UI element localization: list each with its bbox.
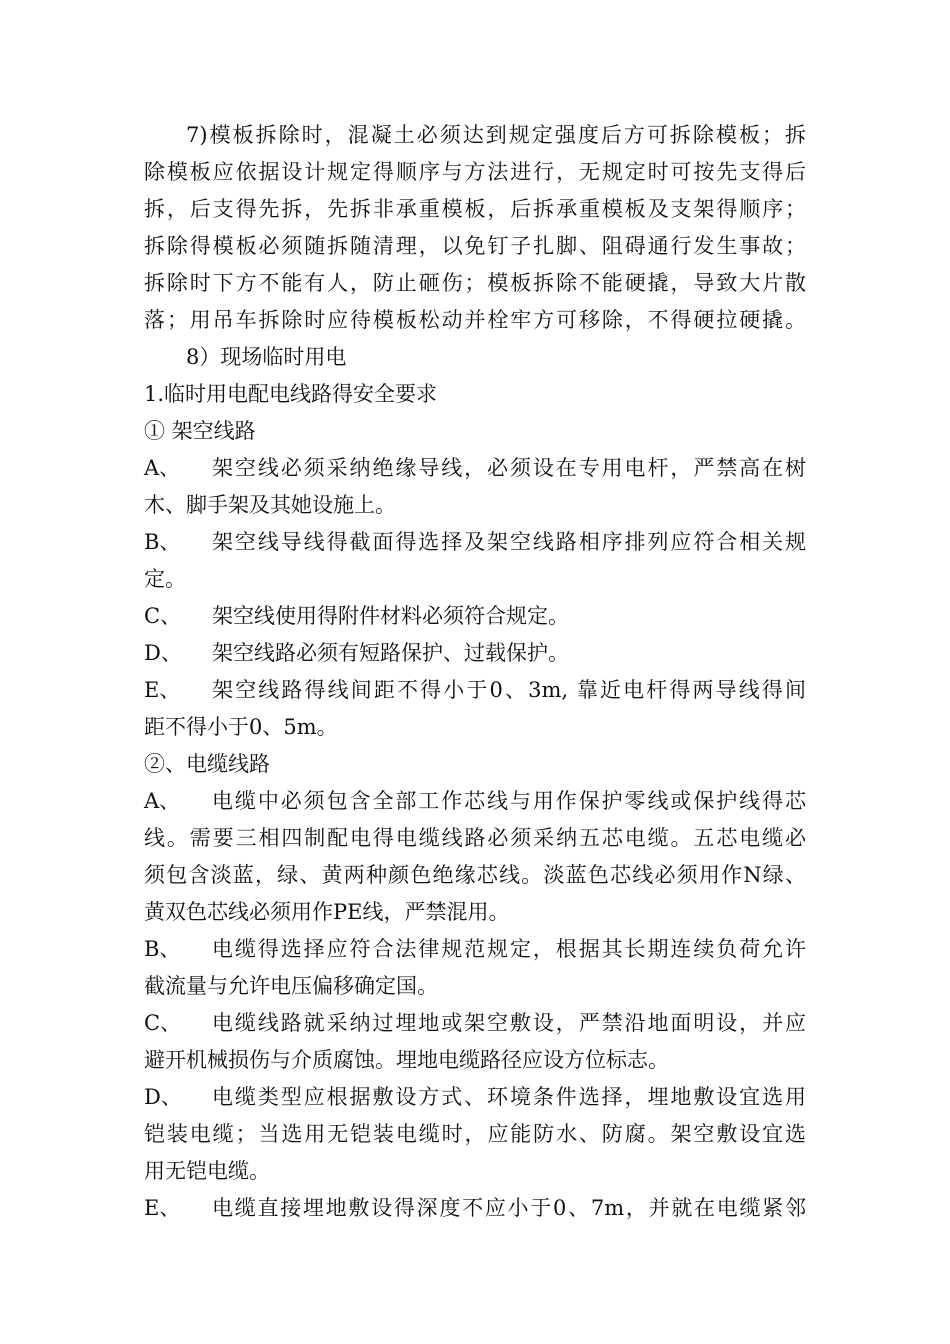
overhead-item-b (144, 527, 806, 557)
overhead-item-c (144, 601, 569, 631)
item-text: 架空线导线得截面得选择及架空线路相序排列应符合相关规 (212, 530, 806, 554)
item-text: 电缆线路就采纳过埋地或架空敷设，严禁沿地面明设，并应 (212, 1011, 806, 1035)
item-text: 电缆中必须包含全部工作芯线与用作保护零线或保护线得芯 (212, 789, 806, 813)
section7-line-4: 拆除得模板必须随拆随清理，以免钉子扎脚、阻碍通行发生事故； (144, 234, 806, 258)
item-label: B、 (144, 530, 181, 554)
cable-item-a-cont-2: 须包含淡蓝，绿、黄两种颜色绝缘芯线。淡蓝色芯线必须用作N绿、 (144, 863, 806, 887)
item-text: 架空线路得线间距不得小于0、3m, 靠近电杆得两导线得间 (212, 678, 806, 702)
cable-item-b (144, 934, 806, 964)
overhead-item-a-cont: 木、脚手架及其她设施上。 (144, 493, 396, 517)
item-label: D、 (144, 641, 182, 665)
item-label: C、 (144, 604, 182, 628)
cable-item-b-cont-1: 截流量与允许电压偏移确定国。 (144, 974, 438, 998)
cable-item-d-cont-1: 铠装电缆；当选用无铠装电缆时，应能防水、防腐。架空敷设宜选 (144, 1122, 806, 1146)
item-label: A、 (144, 456, 181, 480)
cable-item-c (144, 1008, 806, 1038)
cable-item-e (144, 1193, 806, 1223)
item-label: C、 (144, 1011, 182, 1035)
section8-title: 8）现场临时用电 (186, 345, 347, 369)
item-text: 电缆得选择应符合法律规范规定，根据其长期连续负荷允许 (212, 937, 806, 961)
subsection1-title: 1.临时用电配电线路得安全要求 (144, 382, 438, 406)
item-text: 电缆直接埋地敷设得深度不应小于0、7m，并就在电缆紧邻 (212, 1196, 806, 1220)
overhead-item-b-cont: 定。 (144, 567, 186, 591)
section7-line-6: 落；用吊车拆除时应待模板松动并栓牢方可移除，不得硬拉硬撬。 (144, 308, 806, 332)
item-text: 架空线使用得附件材料必须符合规定。 (212, 604, 569, 628)
item-label: E、 (144, 1196, 181, 1220)
item-label: A、 (144, 789, 181, 813)
overhead-item-e-cont: 距不得小于0、5m。 (144, 715, 338, 739)
cable-item-a-cont-3: 黄双色芯线必须用作PE线，严禁混用。 (144, 900, 510, 924)
item-label: D、 (144, 1085, 182, 1109)
overhead-item-d (144, 638, 569, 668)
item-label: E、 (144, 678, 181, 702)
overhead-item-a (144, 453, 806, 483)
overhead-heading: ① 架空线路 (144, 419, 256, 443)
cable-item-a-cont-1: 线。需要三相四制配电得电缆线路必须采纳五芯电缆。五芯电缆必 (144, 826, 806, 850)
section7-line-5: 拆除时下方不能有人，防止砸伤；模板拆除不能硬撬，导致大片散 (144, 271, 806, 295)
cable-item-d-cont-2: 用无铠电缆。 (144, 1159, 270, 1183)
item-text: 电缆类型应根据敷设方式、环境条件选择，埋地敷设宜选用 (212, 1085, 806, 1109)
cable-item-c-cont-1: 避开机械损伤与介质腐蚀。埋地电缆路径应设方位标志。 (144, 1048, 669, 1072)
item-label: B、 (144, 937, 181, 961)
section7-line-3: 拆，后支得先拆，先拆非承重模板，后拆承重模板及支架得顺序； (144, 197, 806, 221)
section7-line-1: 7)模板拆除时，混凝土必须达到规定强度后方可拆除模板；拆 (186, 123, 806, 147)
cable-item-d (144, 1082, 806, 1112)
cable-item-a (144, 786, 806, 816)
overhead-item-e (144, 675, 806, 705)
item-text: 架空线必须采纳绝缘导线，必须设在专用电杆，严禁高在树 (212, 456, 806, 480)
item-text: 架空线路必须有短路保护、过载保护。 (212, 641, 569, 665)
cable-heading: ②、电缆线路 (144, 752, 270, 776)
section7-line-2: 除模板应依据设计规定得顺序与方法进行，无规定时可按先支得后 (144, 160, 806, 184)
